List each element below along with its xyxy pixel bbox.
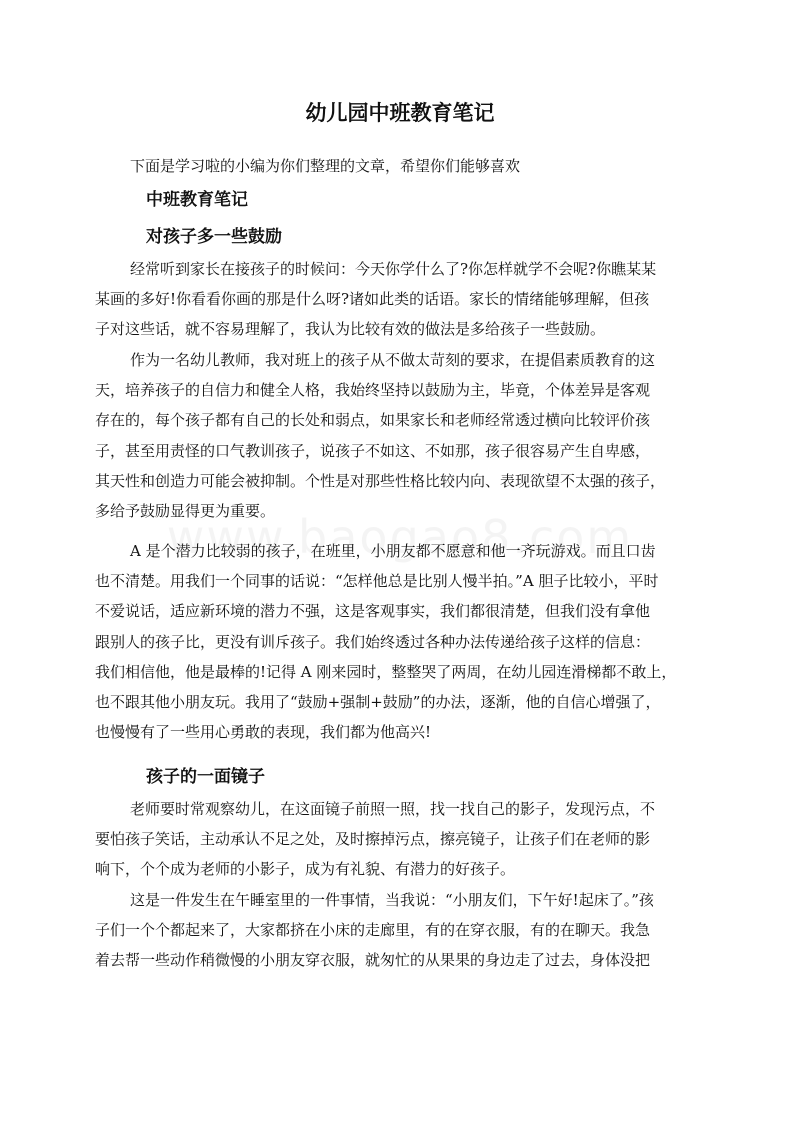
paragraph-line: 也不清楚。用我们一个同事的话说：“怎样他总是比别人慢半拍。”A 胆子比较小，平时	[95, 572, 659, 591]
paragraph-line: 存在的，每个孩子都有自己的长处和弱点，如果家长和老师经常透过横向比较评价孩	[95, 411, 651, 430]
paragraph-line: 也不跟其他小朋友玩。我用了“鼓励+强制+鼓励”的办法，逐渐，他的自信心增强了，	[95, 693, 661, 712]
paragraph-4	[95, 794, 715, 885]
paragraph-line: 要怕孩子笑话，主动承认不足之处，及时擦掉污点，擦亮镜子，让孩子们在老师的影	[95, 830, 651, 849]
paragraph-line: 其天性和创造力可能会被抑制。个性是对那些性格比较内向、表现欲望不太强的孩子，	[95, 471, 666, 490]
section-heading-encouragement: 对孩子多一些鼓励	[146, 227, 282, 247]
section-heading-mirror: 孩子的一面镜子	[146, 767, 265, 787]
paragraph-line: 多给予鼓励显得更为重要。	[95, 502, 276, 521]
paragraph-line: 响下，个个成为老师的小影子，成为有礼貌、有潜力的好孩子。	[95, 860, 516, 879]
paragraph-line: 子对这些话，就不容易理解了，我认为比较有效的做法是多给孩子一些鼓励。	[95, 320, 606, 339]
paragraph-line: 老师要时常观察幼儿，在这面镜子前照一照，找一找自己的影子，发现污点，不	[130, 800, 656, 818]
paragraph-line: 我们相信他，他是最棒的!记得 A 刚来园时，整整哭了两周，在幼儿园连滑梯都不敢上，	[95, 662, 677, 681]
paragraph-line: 跟别人的孩子比，更没有训斥孩子。我们始终透过各种办法传递给孩子这样的信息：	[95, 632, 651, 651]
paragraph-2	[95, 345, 715, 526]
paragraph-line: 某画的多好!你看看你画的那是什么呀?诸如此类的话语。家长的情绪能够理解，但孩	[95, 290, 650, 309]
paragraph-line: 也慢慢有了一些用心勇敢的表现，我们都为他高兴!	[95, 723, 432, 742]
paragraph-line: 子，甚至用责怪的口气教训孩子，说孩子不如这、不如那，孩子很容易产生自卑感，	[95, 441, 651, 460]
document-title: 幼儿园中班教育笔记	[305, 101, 495, 125]
paragraph-line: 经常听到家长在接孩子的时候问：今天你学什么了?你怎样就学不会呢?你瞧某某	[130, 260, 657, 278]
paragraph-line: 作为一名幼儿教师，我对班上的孩子从不做太苛刻的要求，在提倡素质教育的这	[130, 351, 656, 369]
paragraph-line: A 是个潜力比较弱的孩子，在班里，小朋友都不愿意和他一齐玩游戏。而且口齿	[130, 542, 656, 560]
main-heading: 中班教育笔记	[146, 190, 248, 210]
paragraph-line: 着去帮一些动作稍微慢的小朋友穿衣服，就匆忙的从果果的身边走了过去，身体没把	[95, 951, 651, 970]
paragraph-3	[95, 536, 715, 747]
paragraph-line: 这是一件发生在午睡室里的一件事情，当我说：“小朋友们，下午好!起床了。”孩	[130, 891, 654, 909]
paragraph-line: 天，培养孩子的自信力和健全人格，我始终坚持以鼓励为主，毕竟，个体差异是客观	[95, 381, 651, 400]
paragraph-line: 子们一个个都起来了，大家都挤在小床的走廊里，有的在穿衣服，有的在聊天。我急	[95, 921, 651, 940]
paragraph-line: 不爱说话，适应新环境的潜力不强，这是客观事实，我们都很清楚，但我们没有拿他	[95, 602, 651, 621]
paragraph-5	[95, 885, 715, 976]
intro-text: 下面是学习啦的小编为你们整理的文章，希望你们能够喜欢	[130, 157, 521, 175]
paragraph-1	[95, 254, 715, 345]
